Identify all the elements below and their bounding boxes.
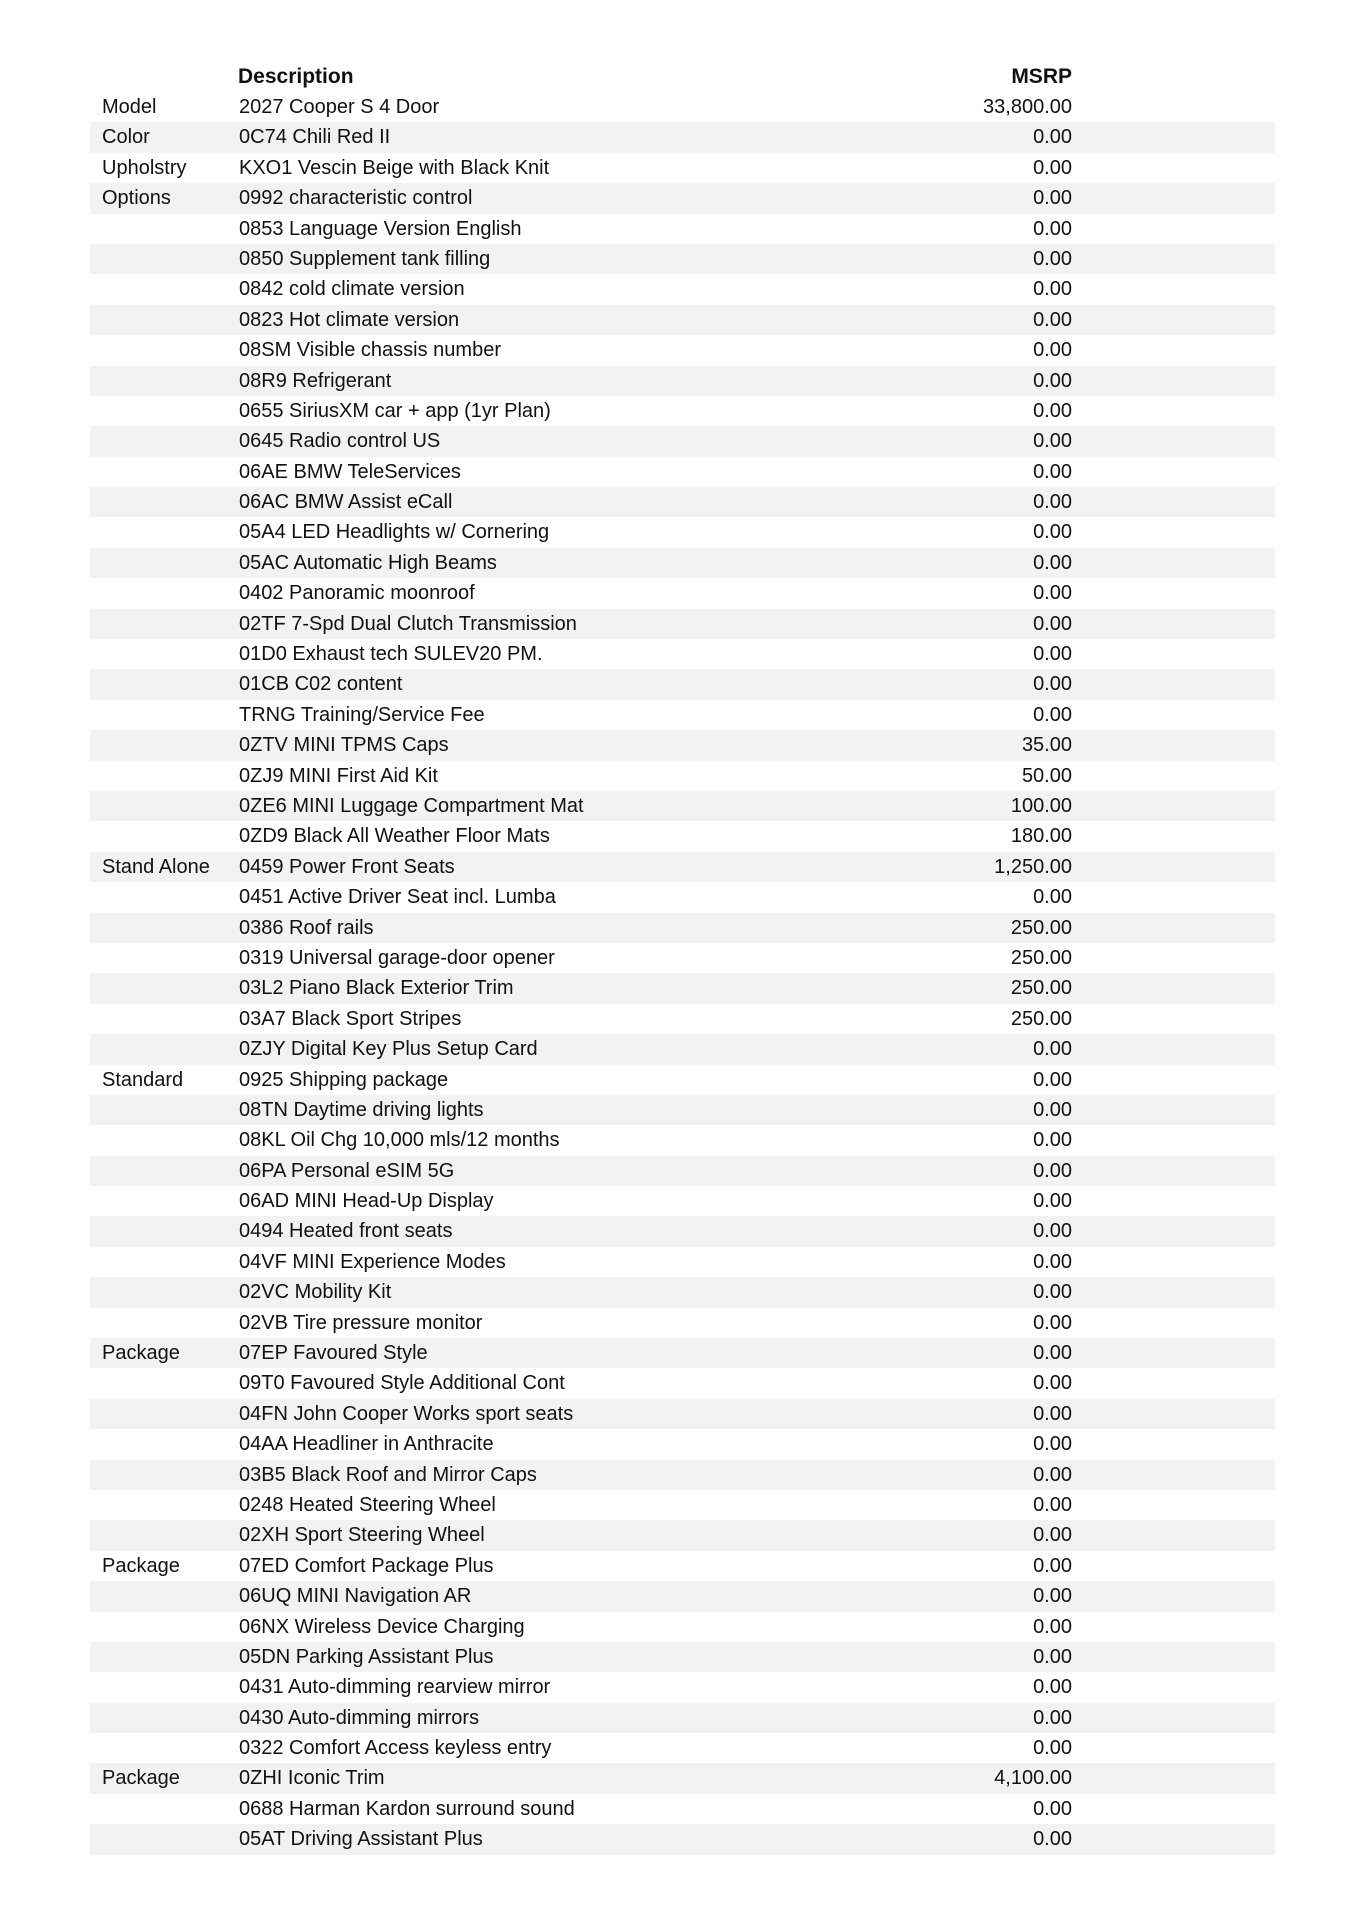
row-price: 0.00 bbox=[1033, 1038, 1072, 1061]
table-row bbox=[90, 1460, 1275, 1490]
row-description: 0431 Auto-dimming rearview mirror bbox=[239, 1676, 551, 1699]
row-category: Upholstry bbox=[102, 156, 187, 179]
table-row bbox=[90, 517, 1275, 547]
row-price: 0.00 bbox=[1033, 278, 1072, 301]
row-description: 06AD MINI Head-Up Display bbox=[239, 1190, 494, 1213]
row-price: 0.00 bbox=[1033, 612, 1072, 635]
row-description: 0459 Power Front Seats bbox=[239, 855, 455, 878]
table-row bbox=[90, 1065, 1275, 1095]
table-row bbox=[90, 852, 1275, 882]
table-row bbox=[90, 821, 1275, 851]
table-row bbox=[90, 1824, 1275, 1854]
table-row bbox=[90, 1794, 1275, 1824]
row-price: 0.00 bbox=[1033, 1737, 1072, 1760]
row-price: 0.00 bbox=[1033, 1250, 1072, 1273]
table-row bbox=[90, 1672, 1275, 1702]
row-description: 0645 Radio control US bbox=[239, 430, 441, 453]
row-description: 0ZJY Digital Key Plus Setup Card bbox=[239, 1038, 538, 1061]
table-row bbox=[90, 1429, 1275, 1459]
row-description: 01D0 Exhaust tech SULEV20 PM. bbox=[239, 643, 543, 666]
table-row bbox=[90, 882, 1275, 912]
row-price: 0.00 bbox=[1033, 491, 1072, 514]
row-price: 0.00 bbox=[1033, 308, 1072, 331]
row-price: 0.00 bbox=[1033, 886, 1072, 909]
row-price: 180.00 bbox=[1010, 825, 1072, 848]
table-row bbox=[90, 973, 1275, 1003]
row-price: 0.00 bbox=[1033, 643, 1072, 666]
row-description: 03B5 Black Roof and Mirror Caps bbox=[239, 1463, 537, 1486]
row-price: 0.00 bbox=[1033, 187, 1072, 210]
table-row bbox=[90, 335, 1275, 365]
row-description: 04VF MINI Experience Modes bbox=[239, 1250, 506, 1273]
row-description: 08TN Daytime driving lights bbox=[239, 1098, 484, 1121]
row-price: 0.00 bbox=[1033, 247, 1072, 270]
row-description: 06NX Wireless Device Charging bbox=[239, 1615, 525, 1638]
row-description: 06AC BMW Assist eCall bbox=[239, 491, 453, 514]
table-row bbox=[90, 1581, 1275, 1611]
row-category: Standard bbox=[102, 1068, 184, 1091]
row-description: 0248 Heated Steering Wheel bbox=[239, 1493, 496, 1516]
row-description: 0ZJ9 MINI First Aid Kit bbox=[239, 764, 438, 787]
row-price: 0.00 bbox=[1033, 1463, 1072, 1486]
table-row bbox=[90, 183, 1275, 213]
line-items bbox=[90, 92, 1275, 1855]
row-price: 250.00 bbox=[1010, 1007, 1072, 1030]
table-row bbox=[90, 1156, 1275, 1186]
row-price: 0.00 bbox=[1033, 399, 1072, 422]
row-category: Stand Alone bbox=[102, 855, 210, 878]
row-description: 0925 Shipping package bbox=[239, 1068, 449, 1091]
row-price: 0.00 bbox=[1033, 582, 1072, 605]
table-row bbox=[90, 700, 1275, 730]
row-description: 0842 cold climate version bbox=[239, 278, 465, 301]
row-price: 0.00 bbox=[1033, 1159, 1072, 1182]
row-category: Color bbox=[102, 126, 150, 149]
row-description: 0ZHI Iconic Trim bbox=[239, 1767, 385, 1790]
row-price: 0.00 bbox=[1033, 1706, 1072, 1729]
row-price: 50.00 bbox=[1021, 764, 1072, 787]
table-row bbox=[90, 1277, 1275, 1307]
row-description: 0322 Comfort Access keyless entry bbox=[239, 1737, 552, 1760]
table-row bbox=[90, 457, 1275, 487]
row-description: TRNG Training/Service Fee bbox=[239, 703, 485, 726]
row-price: 0.00 bbox=[1033, 369, 1072, 392]
row-description: 0451 Active Driver Seat incl. Lumba bbox=[239, 886, 556, 909]
table-row bbox=[90, 1125, 1275, 1155]
row-description: 09T0 Favoured Style Additional Cont bbox=[239, 1372, 565, 1395]
table-row bbox=[90, 609, 1275, 639]
row-description: 07EP Favoured Style bbox=[239, 1342, 428, 1365]
table-row bbox=[90, 1612, 1275, 1642]
row-price: 250.00 bbox=[1010, 916, 1072, 939]
table-row bbox=[90, 1763, 1275, 1793]
description-header: Description bbox=[238, 65, 354, 88]
row-price: 0.00 bbox=[1033, 1676, 1072, 1699]
row-price: 0.00 bbox=[1033, 673, 1072, 696]
row-price: 35.00 bbox=[1021, 734, 1072, 757]
row-description: 06AE BMW TeleServices bbox=[239, 460, 461, 483]
row-description: 0494 Heated front seats bbox=[239, 1220, 453, 1243]
row-price: 0.00 bbox=[1033, 1615, 1072, 1638]
row-description: 0430 Auto-dimming mirrors bbox=[239, 1706, 480, 1729]
row-price: 0.00 bbox=[1033, 126, 1072, 149]
row-description: 0850 Supplement tank filling bbox=[239, 247, 491, 270]
row-description: 05A4 LED Headlights w/ Cornering bbox=[239, 521, 550, 544]
row-description: 04FN John Cooper Works sport seats bbox=[239, 1402, 574, 1425]
row-price: 0.00 bbox=[1033, 1585, 1072, 1608]
row-price: 0.00 bbox=[1033, 1493, 1072, 1516]
row-price: 100.00 bbox=[1010, 794, 1072, 817]
table-row bbox=[90, 1642, 1275, 1672]
row-price: 0.00 bbox=[1033, 1342, 1072, 1365]
table-row bbox=[90, 730, 1275, 760]
table-row bbox=[90, 487, 1275, 517]
row-description: 05DN Parking Assistant Plus bbox=[239, 1645, 494, 1668]
row-description: 0ZE6 MINI Luggage Compartment Mat bbox=[239, 794, 584, 817]
row-description: 08KL Oil Chg 10,000 mls/12 months bbox=[239, 1129, 560, 1152]
row-description: 02VB Tire pressure monitor bbox=[239, 1311, 483, 1334]
table-row bbox=[90, 1399, 1275, 1429]
row-price: 4,100.00 bbox=[994, 1767, 1072, 1790]
row-description: 05AT Driving Assistant Plus bbox=[239, 1828, 483, 1851]
row-description: 03L2 Piano Black Exterior Trim bbox=[239, 977, 514, 1000]
row-description: 06UQ MINI Navigation AR bbox=[239, 1585, 472, 1608]
table-row bbox=[90, 1004, 1275, 1034]
row-description: 08SM Visible chassis number bbox=[239, 339, 501, 362]
table-row bbox=[90, 913, 1275, 943]
row-price: 0.00 bbox=[1033, 1402, 1072, 1425]
row-price: 0.00 bbox=[1033, 1828, 1072, 1851]
row-price: 0.00 bbox=[1033, 1098, 1072, 1121]
row-category: Options bbox=[102, 187, 171, 210]
row-description: 0386 Roof rails bbox=[239, 916, 374, 939]
row-price: 0.00 bbox=[1033, 703, 1072, 726]
row-description: 07ED Comfort Package Plus bbox=[239, 1554, 494, 1577]
row-category: Package bbox=[102, 1342, 180, 1365]
row-description: KXO1 Vescin Beige with Black Knit bbox=[239, 156, 550, 179]
table-row bbox=[90, 1216, 1275, 1246]
row-price: 0.00 bbox=[1033, 1220, 1072, 1243]
table-row bbox=[90, 305, 1275, 335]
table-row bbox=[90, 1247, 1275, 1277]
row-price: 0.00 bbox=[1033, 1645, 1072, 1668]
row-price: 0.00 bbox=[1033, 339, 1072, 362]
row-description: 06PA Personal eSIM 5G bbox=[239, 1159, 455, 1182]
table-row bbox=[90, 669, 1275, 699]
table-row bbox=[90, 214, 1275, 244]
row-price: 0.00 bbox=[1033, 521, 1072, 544]
table-row bbox=[90, 244, 1275, 274]
row-price: 0.00 bbox=[1033, 1554, 1072, 1577]
table-row bbox=[90, 1520, 1275, 1550]
row-description: 03A7 Black Sport Stripes bbox=[239, 1007, 462, 1030]
table-row bbox=[90, 578, 1275, 608]
table-row bbox=[90, 1308, 1275, 1338]
row-price: 0.00 bbox=[1033, 1372, 1072, 1395]
row-description: 02VC Mobility Kit bbox=[239, 1281, 392, 1304]
row-price: 0.00 bbox=[1033, 460, 1072, 483]
row-description: 08R9 Refrigerant bbox=[239, 369, 392, 392]
row-price: 0.00 bbox=[1033, 1797, 1072, 1820]
row-price: 0.00 bbox=[1033, 1433, 1072, 1456]
row-description: 0655 SiriusXM car + app (1yr Plan) bbox=[239, 399, 551, 422]
row-description: 0319 Universal garage-door opener bbox=[239, 946, 555, 969]
row-price: 0.00 bbox=[1033, 1190, 1072, 1213]
row-description: 02TF 7-Spd Dual Clutch Transmission bbox=[239, 612, 577, 635]
table-row bbox=[90, 639, 1275, 669]
row-category: Package bbox=[102, 1554, 180, 1577]
table-row bbox=[90, 791, 1275, 821]
row-description: 0ZTV MINI TPMS Caps bbox=[239, 734, 449, 757]
row-description: 0C74 Chili Red II bbox=[239, 126, 391, 149]
row-description: 0ZD9 Black All Weather Floor Mats bbox=[239, 825, 550, 848]
row-price: 0.00 bbox=[1033, 1129, 1072, 1152]
row-description: 0992 characteristic control bbox=[239, 187, 473, 210]
row-price: 1,250.00 bbox=[994, 855, 1072, 878]
row-description: 0402 Panoramic moonroof bbox=[239, 582, 475, 605]
table-row bbox=[90, 366, 1275, 396]
row-price: 0.00 bbox=[1033, 430, 1072, 453]
table-row bbox=[90, 426, 1275, 456]
table-row bbox=[90, 943, 1275, 973]
table-row bbox=[90, 761, 1275, 791]
row-description: 0823 Hot climate version bbox=[239, 308, 460, 331]
msrp-header: MSRP bbox=[1011, 65, 1072, 88]
row-price: 0.00 bbox=[1033, 551, 1072, 574]
table-row bbox=[90, 1095, 1275, 1125]
row-description: 01CB C02 content bbox=[239, 673, 403, 696]
row-description: 04AA Headliner in Anthracite bbox=[239, 1433, 494, 1456]
row-price: 0.00 bbox=[1033, 1068, 1072, 1091]
table-row bbox=[90, 1733, 1275, 1763]
row-price: 0.00 bbox=[1033, 156, 1072, 179]
row-description: 2027 Cooper S 4 Door bbox=[239, 96, 440, 118]
table-row bbox=[90, 1368, 1275, 1398]
table-row bbox=[90, 396, 1275, 426]
row-price: 250.00 bbox=[1010, 977, 1072, 1000]
row-price: 0.00 bbox=[1033, 1281, 1072, 1304]
row-description: 05AC Automatic High Beams bbox=[239, 551, 497, 574]
table-row bbox=[90, 153, 1275, 183]
table-row bbox=[90, 1034, 1275, 1064]
table-row bbox=[90, 1186, 1275, 1216]
table-row bbox=[90, 122, 1275, 152]
table-row bbox=[90, 274, 1275, 304]
row-price: 0.00 bbox=[1033, 1524, 1072, 1547]
table-header bbox=[90, 62, 1275, 92]
table-row bbox=[90, 1551, 1275, 1581]
row-category: Model bbox=[102, 96, 157, 118]
row-description: 0853 Language Version English bbox=[239, 217, 522, 240]
row-price: 33,800.00 bbox=[983, 96, 1072, 118]
row-description: 02XH Sport Steering Wheel bbox=[239, 1524, 485, 1547]
table-row bbox=[90, 1338, 1275, 1368]
row-category: Package bbox=[102, 1767, 180, 1790]
row-price: 0.00 bbox=[1033, 1311, 1072, 1334]
row-price: 0.00 bbox=[1033, 217, 1072, 240]
row-price: 250.00 bbox=[1010, 946, 1072, 969]
table-row bbox=[90, 548, 1275, 578]
table-row bbox=[90, 92, 1275, 122]
table-row bbox=[90, 1490, 1275, 1520]
row-description: 0688 Harman Kardon surround sound bbox=[239, 1797, 575, 1820]
table-row bbox=[90, 1703, 1275, 1733]
